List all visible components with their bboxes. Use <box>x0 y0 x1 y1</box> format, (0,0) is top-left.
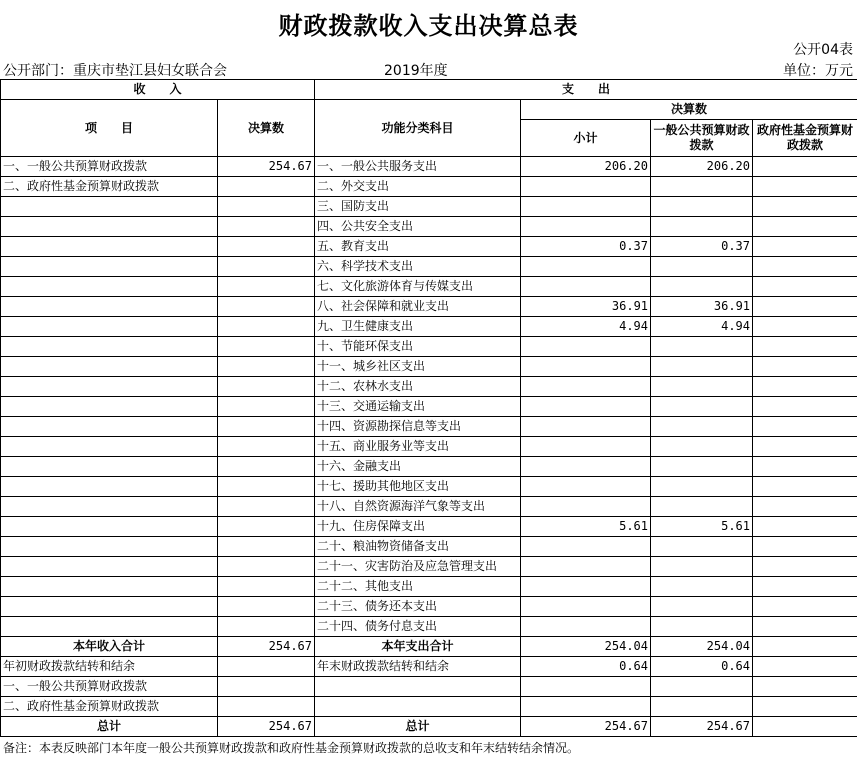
function-class-header: 功能分类科目 <box>315 100 521 157</box>
expense-item-cell: 一、一般公共服务支出 <box>315 157 521 177</box>
general-budget-cell: 0.37 <box>651 237 753 257</box>
year-expense-general: 254.04 <box>651 637 753 657</box>
general-budget-cell: 36.91 <box>651 297 753 317</box>
gov-fund-cell <box>753 457 857 477</box>
general-budget-cell <box>651 537 753 557</box>
subtotal-cell <box>521 197 651 217</box>
income-item-cell <box>1 577 218 597</box>
income-amount-cell <box>218 517 315 537</box>
expense-item-cell: 十六、金融支出 <box>315 457 521 477</box>
table-row <box>1 177 857 197</box>
gov-fund-cell <box>753 437 857 457</box>
table-row <box>1 297 857 317</box>
expense-item-cell: 六、科学技术支出 <box>315 257 521 277</box>
table-row <box>1 237 857 257</box>
expense-item-cell: 二十、粮油物资储备支出 <box>315 537 521 557</box>
subtotal-cell <box>521 217 651 237</box>
income-item-cell: 二、政府性基金预算财政拨款 <box>1 697 218 717</box>
income-item-cell: 一、一般公共预算财政拨款 <box>1 677 218 697</box>
subtotal-cell <box>521 617 651 637</box>
gov-fund-cell <box>753 257 857 277</box>
gov-fund-cell <box>753 557 857 577</box>
income-item-cell <box>1 237 218 257</box>
income-item-cell <box>1 257 218 277</box>
income-item-cell <box>1 557 218 577</box>
gov-fund-cell <box>753 237 857 257</box>
table-row <box>1 357 857 377</box>
income-amount-cell <box>218 477 315 497</box>
general-budget-cell: 206.20 <box>651 157 753 177</box>
income-item-cell <box>1 617 218 637</box>
department-label: 公开部门：重庆市垫江县妇女联合会 <box>3 63 227 79</box>
gov-fund-cell <box>753 357 857 377</box>
gov-fund-cell <box>753 537 857 557</box>
grand-total-expense-label: 总计 <box>315 717 521 737</box>
general-budget-cell <box>651 397 753 417</box>
carryover-row <box>1 677 857 697</box>
general-budget-cell <box>651 337 753 357</box>
expense-item-cell: 七、文化旅游体育与传媒支出 <box>315 277 521 297</box>
income-header: 收 入 <box>1 80 315 100</box>
income-amount-cell <box>218 297 315 317</box>
general-budget-cell <box>651 697 753 717</box>
income-amount-cell <box>218 557 315 577</box>
expense-item-cell: 二、外交支出 <box>315 177 521 197</box>
carryover-row <box>1 657 857 677</box>
subtotal-cell <box>521 417 651 437</box>
general-budget-cell <box>651 577 753 597</box>
footnote: 备注：本表反映部门本年度一般公共预算财政拨款和政府性基金预算财政拨款的总收支和年末结转结余情况。 <box>3 741 580 755</box>
amount-header: 决算数 <box>218 100 315 157</box>
budget-table <box>0 79 857 737</box>
subtotal-cell <box>521 277 651 297</box>
income-item-cell <box>1 397 218 417</box>
gov-fund-cell <box>753 517 857 537</box>
table-row <box>1 317 857 337</box>
subtotal-cell <box>521 377 651 397</box>
income-item-cell <box>1 457 218 477</box>
subtotal-cell <box>521 257 651 277</box>
income-amount-cell <box>218 697 315 717</box>
grand-total-income-amount: 254.67 <box>218 717 315 737</box>
table-row <box>1 517 857 537</box>
gov-fund-cell <box>753 177 857 197</box>
subtotal-cell <box>521 497 651 517</box>
income-amount-cell <box>218 357 315 377</box>
income-item-cell <box>1 317 218 337</box>
general-budget-cell: 4.94 <box>651 317 753 337</box>
gov-fund-header: 政府性基金预算财政拨款 <box>753 120 857 157</box>
expense-item-cell: 三、国防支出 <box>315 197 521 217</box>
table-row <box>1 477 857 497</box>
grand-total-row <box>1 717 857 737</box>
subtotal-cell: 5.61 <box>521 517 651 537</box>
table-row <box>1 337 857 357</box>
gov-fund-cell <box>753 197 857 217</box>
final-amount-group-header: 决算数 <box>521 100 857 120</box>
general-budget-cell: 0.64 <box>651 657 753 677</box>
income-amount-cell <box>218 317 315 337</box>
gov-fund-cell <box>753 657 857 677</box>
income-amount-cell <box>218 397 315 417</box>
income-item-cell <box>1 537 218 557</box>
subtotal-cell: 0.64 <box>521 657 651 677</box>
gov-fund-cell <box>753 577 857 597</box>
expense-item-cell: 年末财政拨款结转和结余 <box>315 657 521 677</box>
income-item-cell <box>1 197 218 217</box>
item-header: 项 目 <box>1 100 218 157</box>
general-budget-cell <box>651 437 753 457</box>
general-budget-cell: 5.61 <box>651 517 753 537</box>
income-amount-cell <box>218 537 315 557</box>
table-row <box>1 397 857 417</box>
general-budget-cell <box>651 557 753 577</box>
general-budget-cell <box>651 257 753 277</box>
income-item-cell <box>1 477 218 497</box>
income-item-cell <box>1 377 218 397</box>
general-budget-cell <box>651 377 753 397</box>
income-amount-cell <box>218 377 315 397</box>
income-amount-cell <box>218 417 315 437</box>
expense-item-cell <box>315 697 521 717</box>
subtotal-cell <box>521 677 651 697</box>
year-expense-total-label: 本年支出合计 <box>315 637 521 657</box>
gov-fund-cell <box>753 377 857 397</box>
expense-item-cell: 十一、城乡社区支出 <box>315 357 521 377</box>
income-item-cell: 一、一般公共预算财政拨款 <box>1 157 218 177</box>
table-row <box>1 417 857 437</box>
expense-item-cell: 五、教育支出 <box>315 237 521 257</box>
income-amount-cell <box>218 677 315 697</box>
income-amount-cell <box>218 657 315 677</box>
table-row <box>1 257 857 277</box>
income-item-cell <box>1 297 218 317</box>
gov-fund-cell <box>753 617 857 637</box>
general-budget-cell <box>651 417 753 437</box>
grand-total-income-label: 总计 <box>1 717 218 737</box>
expense-item-cell: 十三、交通运输支出 <box>315 397 521 417</box>
general-budget-cell <box>651 477 753 497</box>
subtotal-cell <box>521 337 651 357</box>
income-amount-cell <box>218 617 315 637</box>
expense-item-cell: 十四、资源勘探信息等支出 <box>315 417 521 437</box>
expense-item-cell: 二十一、灾害防治及应急管理支出 <box>315 557 521 577</box>
expense-item-cell: 二十四、债务付息支出 <box>315 617 521 637</box>
gov-fund-cell <box>753 337 857 357</box>
grand-total-fund <box>753 717 857 737</box>
expense-item-cell <box>315 677 521 697</box>
expense-item-cell: 二十二、其他支出 <box>315 577 521 597</box>
income-item-cell <box>1 517 218 537</box>
income-amount-cell <box>218 277 315 297</box>
form-number: 公开04表 <box>793 42 853 58</box>
subtotal-header: 小计 <box>521 120 651 157</box>
gov-fund-cell <box>753 217 857 237</box>
subtotal-cell: 4.94 <box>521 317 651 337</box>
table-row <box>1 157 857 177</box>
income-amount-cell <box>218 257 315 277</box>
income-amount-cell <box>218 457 315 477</box>
table-row <box>1 617 857 637</box>
expense-item-cell: 十二、农林水支出 <box>315 377 521 397</box>
table-row <box>1 217 857 237</box>
general-budget-cell <box>651 677 753 697</box>
income-amount-cell: 254.67 <box>218 157 315 177</box>
income-amount-cell <box>218 237 315 257</box>
gov-fund-cell <box>753 477 857 497</box>
gov-fund-cell <box>753 677 857 697</box>
income-item-cell <box>1 277 218 297</box>
subtotal-cell: 206.20 <box>521 157 651 177</box>
grand-total-general: 254.67 <box>651 717 753 737</box>
year-total-row <box>1 637 857 657</box>
subtotal-cell <box>521 597 651 617</box>
gov-fund-cell <box>753 297 857 317</box>
income-amount-cell <box>218 577 315 597</box>
gov-fund-cell <box>753 157 857 177</box>
table-row <box>1 597 857 617</box>
income-item-cell: 二、政府性基金预算财政拨款 <box>1 177 218 197</box>
expense-item-cell: 十九、住房保障支出 <box>315 517 521 537</box>
year-expense-subtotal: 254.04 <box>521 637 651 657</box>
income-amount-cell <box>218 437 315 457</box>
subtotal-cell <box>521 397 651 417</box>
gov-fund-cell <box>753 317 857 337</box>
income-amount-cell <box>218 197 315 217</box>
year-expense-fund <box>753 637 857 657</box>
general-budget-cell <box>651 277 753 297</box>
expense-item-cell: 十八、自然资源海洋气象等支出 <box>315 497 521 517</box>
general-budget-cell <box>651 217 753 237</box>
expense-item-cell: 十七、援助其他地区支出 <box>315 477 521 497</box>
subtotal-cell <box>521 357 651 377</box>
income-item-cell: 年初财政拨款结转和结余 <box>1 657 218 677</box>
gov-fund-cell <box>753 497 857 517</box>
expense-header: 支 出 <box>315 80 857 100</box>
table-row <box>1 437 857 457</box>
subtotal-cell <box>521 697 651 717</box>
gov-fund-cell <box>753 277 857 297</box>
subtotal-cell: 0.37 <box>521 237 651 257</box>
subtotal-cell <box>521 477 651 497</box>
general-budget-cell <box>651 197 753 217</box>
general-budget-cell <box>651 597 753 617</box>
income-amount-cell <box>218 337 315 357</box>
general-budget-cell <box>651 357 753 377</box>
general-budget-header: 一般公共预算财政拨款 <box>651 120 753 157</box>
grand-total-subtotal: 254.67 <box>521 717 651 737</box>
income-item-cell <box>1 337 218 357</box>
table-row <box>1 557 857 577</box>
general-budget-cell <box>651 617 753 637</box>
gov-fund-cell <box>753 397 857 417</box>
table-row <box>1 537 857 557</box>
expense-item-cell: 九、卫生健康支出 <box>315 317 521 337</box>
income-item-cell <box>1 417 218 437</box>
income-amount-cell <box>218 497 315 517</box>
table-row <box>1 277 857 297</box>
subtotal-cell <box>521 537 651 557</box>
expense-item-cell: 四、公共安全支出 <box>315 217 521 237</box>
expense-item-cell: 二十三、债务还本支出 <box>315 597 521 617</box>
income-item-cell <box>1 597 218 617</box>
general-budget-cell <box>651 457 753 477</box>
income-amount-cell <box>218 217 315 237</box>
income-item-cell <box>1 497 218 517</box>
gov-fund-cell <box>753 597 857 617</box>
unit-label: 单位：万元 <box>783 63 853 79</box>
gov-fund-cell <box>753 697 857 717</box>
table-row <box>1 197 857 217</box>
expense-item-cell: 八、社会保障和就业支出 <box>315 297 521 317</box>
income-item-cell <box>1 357 218 377</box>
fiscal-year: 2019年度 <box>384 63 448 79</box>
expense-item-cell: 十五、商业服务业等支出 <box>315 437 521 457</box>
subtotal-cell <box>521 577 651 597</box>
subtotal-cell <box>521 457 651 477</box>
table-row <box>1 577 857 597</box>
subtotal-cell <box>521 557 651 577</box>
table-row <box>1 457 857 477</box>
gov-fund-cell <box>753 417 857 437</box>
general-budget-cell <box>651 497 753 517</box>
expense-item-cell: 十、节能环保支出 <box>315 337 521 357</box>
table-row <box>1 377 857 397</box>
table-row <box>1 497 857 517</box>
subtotal-cell <box>521 177 651 197</box>
income-item-cell <box>1 437 218 457</box>
income-amount-cell <box>218 597 315 617</box>
general-budget-cell <box>651 177 753 197</box>
year-income-total-label: 本年收入合计 <box>1 637 218 657</box>
subtotal-cell: 36.91 <box>521 297 651 317</box>
year-income-total-amount: 254.67 <box>218 637 315 657</box>
income-amount-cell <box>218 177 315 197</box>
page-title: 财政拨款收入支出决算总表 <box>278 12 579 40</box>
carryover-row <box>1 697 857 717</box>
income-item-cell <box>1 217 218 237</box>
subtotal-cell <box>521 437 651 457</box>
